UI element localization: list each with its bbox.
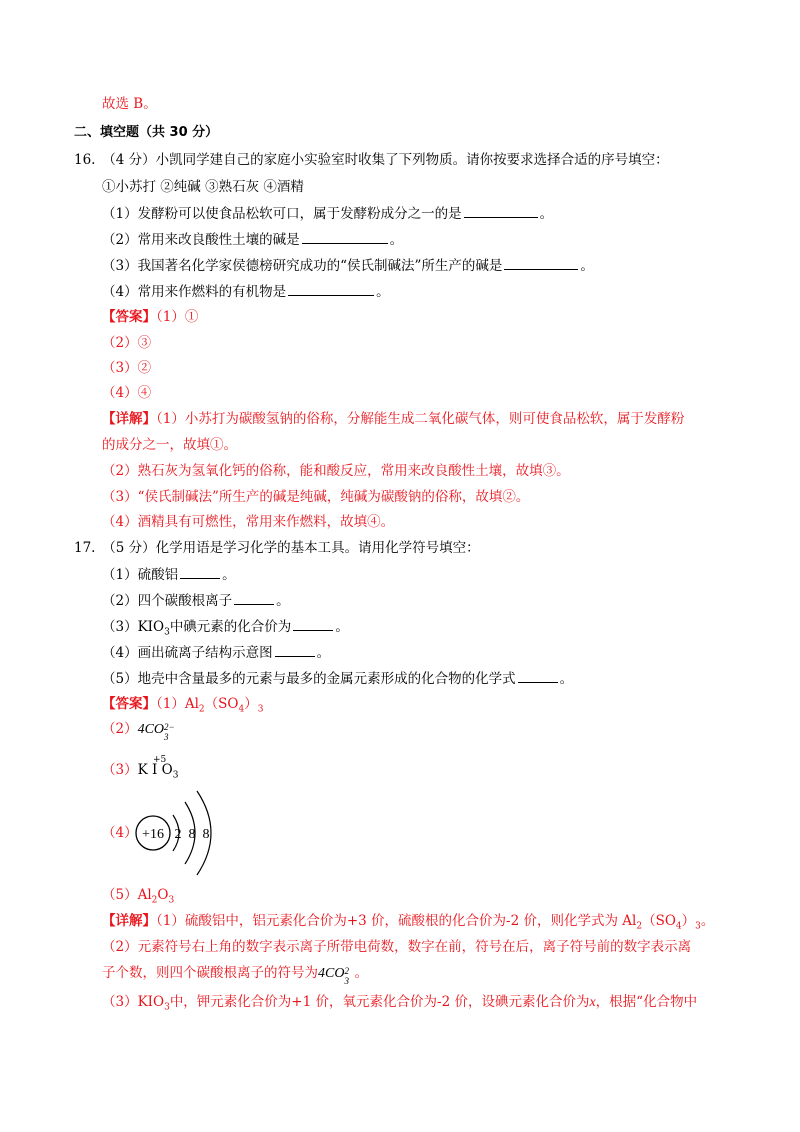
q17-answer-5: $(5)Al_2O_3$ [102,887,175,906]
answer-blank[interactable] [504,256,578,270]
answer-blank[interactable] [288,282,374,296]
section-title: 二、填空题（共 30 分） [74,125,219,140]
q16-part-4: （4）常用来作燃料的有机物是 。 [102,284,390,300]
q16-detail-3: （3）“侯氏制碱法”所生产的碱是纯碱，纯碱为碳酸钠的俗称，故填②。 [102,489,530,505]
q16-part-3: （3）我国著名化学家侯德榜研究成功的“侯氏制碱法”所生产的碱是 。 [102,258,594,274]
q16-part-1: （1）发酵粉可以使食品松软可口，属于发酵粉成分之一的是 。 [102,206,554,222]
answer-blank[interactable] [302,230,388,244]
answer-blank[interactable] [293,617,333,631]
q17-part-3: $(3)KIO_3$中碘元素的化合价为 。 [102,619,349,638]
q17-answer-3: （3）K +5 I $O_3$ [102,755,179,781]
ion-charge: 2− 3 [164,721,175,742]
shell-3-electrons: 8 [202,827,210,842]
shell-2-electrons: 8 [188,827,196,842]
q17-answer-4-label: （4） [102,825,138,841]
ion-charge: 2 3 [344,965,349,986]
q16-detail-1: 【详解】（1）小苏打为碳酸氢钠的俗称，分解能生成二氧化碳气体，则可使食品松软，属于发酵粉 [102,411,685,427]
q17-part-4: （4）画出硫离子结构示意图 。 [102,645,331,661]
answer-blank[interactable] [234,591,274,605]
q16-answer-4: （4）④ [102,385,152,401]
q16-options: ①小苏打 ②纯碱 ③熟石灰 ④酒精 [102,179,304,195]
q17-answer-1: 【答案】$(1)Al_2(SO_4)_3$ [102,696,264,715]
answer-blank[interactable] [275,643,315,657]
answer-blank[interactable] [464,204,538,218]
q16-part-2: （2）常用来改良酸性土壤的碱是 。 [102,232,404,248]
q17-part-1: （1）硫酸铝 。 [102,567,236,583]
answer-blank[interactable] [518,669,558,683]
q16-answer-1: 【答案】（1）① [102,309,199,325]
q16-detail-4: （4）酒精具有可燃性，常用来作燃料，故填④。 [102,514,395,530]
q16-stem: 16. （4 分）小凯同学建自己的家庭小实验室时收集了下列物质。请你按要求选择合适的序号填空： [74,152,669,168]
q16-detail-1-cont: 的成分之一，故填①。 [102,437,237,453]
q16-answer-3: （3）② [102,360,152,376]
q17-detail-2: （2）元素符号右上角的数字表示离子所带电荷数，数字在前，符号在后，离子符号前的数字表示离 [102,939,692,955]
valence-marker: +5 I [151,755,167,778]
q16-answer-2: （2）③ [102,335,152,351]
q17-detail-2-cont: 子个数，则四个碳酸根离子的符号为4CO 2 3 。 [102,965,368,986]
q17-detail-3: $(3)KIO_3$中，钾元素化合价为+1 价，氧元素化合价为-2 价，设碘元素化合价为x，根据“化合物中 [102,994,698,1013]
answer-blank[interactable] [180,565,220,579]
q16-detail-2: （2）熟石灰为氢氧化钙的俗称，能和酸反应，常用来改良酸性土壤，故填③。 [102,463,570,479]
q17-part-2: （2）四个碳酸根离子 。 [102,593,290,609]
carbonate-ion-formula: 4CO [137,722,165,737]
sulfide-ion-structure-diagram [132,788,242,880]
q17-detail-1: 【详解】（1）硫酸铝中，铝元素化合价为+3 价，硫酸根的化合价为-2 价，则化学式为 $Al_2(SO_4)_3$。 [102,913,715,932]
previous-answer: 故选 B。 [102,96,157,112]
q17-answer-2: （2）4CO 2− 3 [102,721,175,742]
nucleus-charge: +16 [142,827,164,842]
shell-1-electrons: 2 [174,827,182,842]
q17-part-5: （5）地壳中含量最多的元素与最多的金属元素形成的化合物的化学式 。 [102,671,574,687]
q17-stem: 17. （5 分）化学用语是学习化学的基本工具。请用化学符号填空： [74,540,480,556]
